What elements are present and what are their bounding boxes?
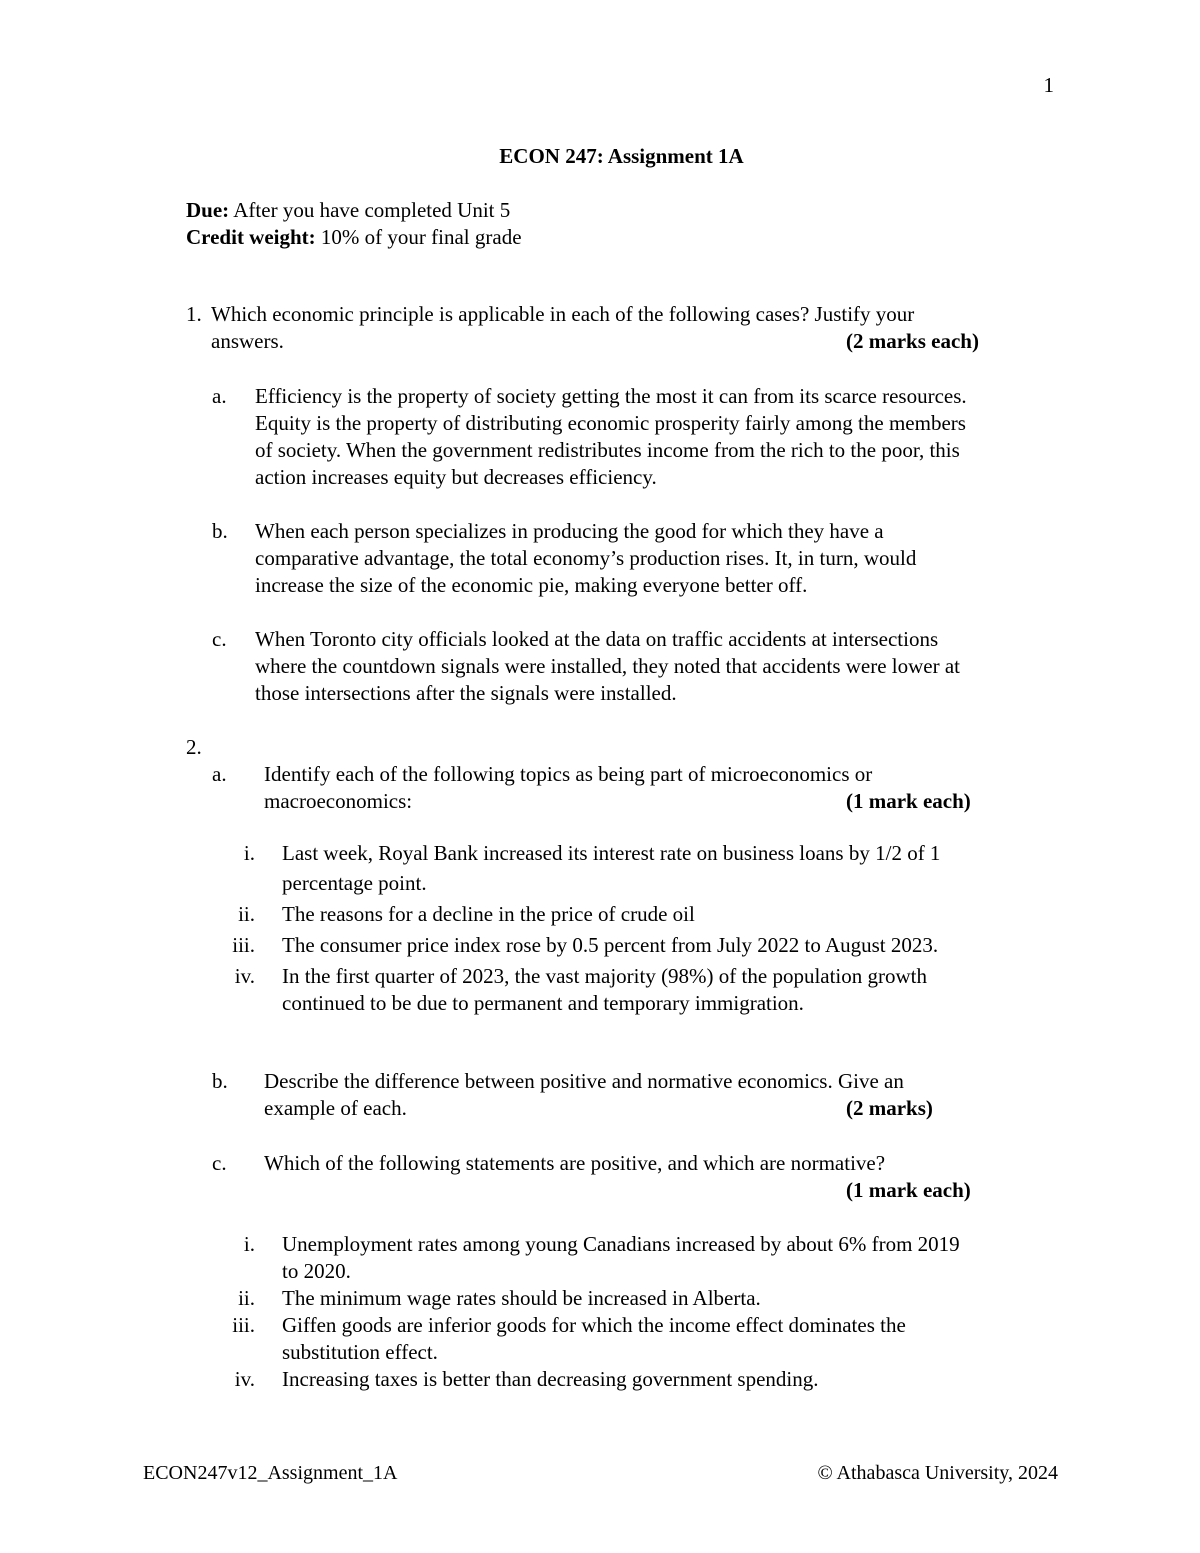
- q2a-item-iii-numeral: iii.: [232, 933, 255, 957]
- question-1-line-2: answers.: [211, 329, 284, 353]
- q1-part-a-line: action increases equity but decreases efficiency.: [255, 465, 657, 489]
- q2c-item-i-numeral: i.: [243, 1232, 255, 1256]
- q2c-item-iii-line: Giffen goods are inferior goods for which the income effect dominates the: [282, 1313, 906, 1337]
- q2-part-a-marks: (1 mark each): [846, 789, 971, 813]
- document-title: ECON 247: Assignment 1A: [499, 144, 744, 168]
- q2a-item-iv-line: continued to be due to permanent and temporary immigration.: [282, 991, 804, 1015]
- q2a-item-iii-line: The consumer price index rose by 0.5 percent from July 2022 to August 2023.: [282, 933, 939, 957]
- q1-part-a-letter: a.: [212, 384, 227, 408]
- q2c-item-iv-line: Increasing taxes is better than decreasing government spending.: [282, 1367, 819, 1391]
- footer-copyright: © Athabasca University, 2024: [817, 1462, 1058, 1484]
- q2-part-a-letter: a.: [212, 762, 227, 786]
- q2c-item-i-line: to 2020.: [282, 1259, 351, 1283]
- question-1-number: 1.: [186, 302, 202, 326]
- q2-part-b-line-1: Describe the difference between positive and normative economics. Give an: [264, 1069, 904, 1093]
- q1-part-a-line: of society. When the government redistributes income from the rich to the poor, this: [255, 438, 960, 462]
- q2c-item-iv-numeral: iv.: [234, 1367, 255, 1391]
- q1-part-c-line: where the countdown signals were installed, they noted that accidents were lower at: [255, 654, 961, 678]
- credit-value: 10% of your final grade: [320, 225, 522, 249]
- footer-document-id: ECON247v12_Assignment_1A: [143, 1462, 398, 1484]
- q1-part-a-line: Equity is the property of distributing economic prosperity fairly among the members: [255, 411, 966, 435]
- due-value: After you have completed Unit 5: [233, 198, 511, 222]
- q2a-item-iv-line: In the first quarter of 2023, the vast majority (98%) of the population growth: [282, 964, 928, 988]
- q2c-item-i-line: Unemployment rates among young Canadians increased by about 6% from 2019: [282, 1232, 960, 1256]
- q1-part-b-line: comparative advantage, the total economy’s production rises. It, in turn, would: [255, 546, 917, 570]
- q2a-item-ii-line: The reasons for a decline in the price of crude oil: [282, 902, 695, 926]
- q2c-item-ii-numeral: ii.: [238, 1286, 255, 1310]
- due-label: Due:: [186, 198, 230, 222]
- q2-part-a-line-1: Identify each of the following topics as being part of microeconomics or: [264, 762, 873, 786]
- q2-part-c-marks: (1 mark each): [846, 1178, 971, 1202]
- q2a-item-i-numeral: i.: [243, 841, 255, 865]
- q1-part-b-line: When each person specializes in producing the good for which they have a: [255, 519, 884, 543]
- q2a-item-i-line: percentage point.: [282, 871, 427, 895]
- q1-part-a-line: Efficiency is the property of society getting the most it can from its scarce resources.: [255, 384, 967, 408]
- q2c-item-iii-numeral: iii.: [232, 1313, 255, 1337]
- q2a-item-i-line: Last week, Royal Bank increased its interest rate on business loans by 1/2 of 1: [282, 841, 941, 865]
- q1-part-c-letter: c.: [212, 627, 227, 651]
- credit-label: Credit weight:: [186, 225, 316, 249]
- q2-part-a-line-2: macroeconomics:: [264, 789, 413, 813]
- q2-part-b-letter: b.: [212, 1069, 228, 1093]
- question-1-line-1: Which economic principle is applicable in each of the following cases? Justify your: [211, 302, 915, 326]
- q1-part-c-line: those intersections after the signals were installed.: [255, 681, 677, 705]
- q2c-item-iii-line: substitution effect.: [282, 1340, 438, 1364]
- question-2-number: 2.: [186, 735, 202, 759]
- q2a-item-iv-numeral: iv.: [234, 964, 255, 988]
- q1-part-b-line: increase the size of the economic pie, making everyone better off.: [255, 573, 808, 597]
- q2-part-b-line-2: example of each.: [264, 1096, 407, 1120]
- q2a-item-ii-numeral: ii.: [238, 902, 255, 926]
- due-line: [186, 197, 510, 224]
- q2-part-c-line-1: Which of the following statements are positive, and which are normative?: [264, 1151, 886, 1175]
- q2-part-c-letter: c.: [212, 1151, 227, 1175]
- q2-part-b-marks: (2 marks): [846, 1096, 933, 1120]
- credit-line: [186, 224, 522, 251]
- q2c-item-ii-line: The minimum wage rates should be increased in Alberta.: [282, 1286, 761, 1310]
- q1-part-b-letter: b.: [212, 519, 228, 543]
- question-1-marks: (2 marks each): [846, 329, 979, 353]
- q1-part-c-line: When Toronto city officials looked at the data on traffic accidents at intersections: [255, 627, 939, 651]
- page-number: 1: [1043, 73, 1054, 97]
